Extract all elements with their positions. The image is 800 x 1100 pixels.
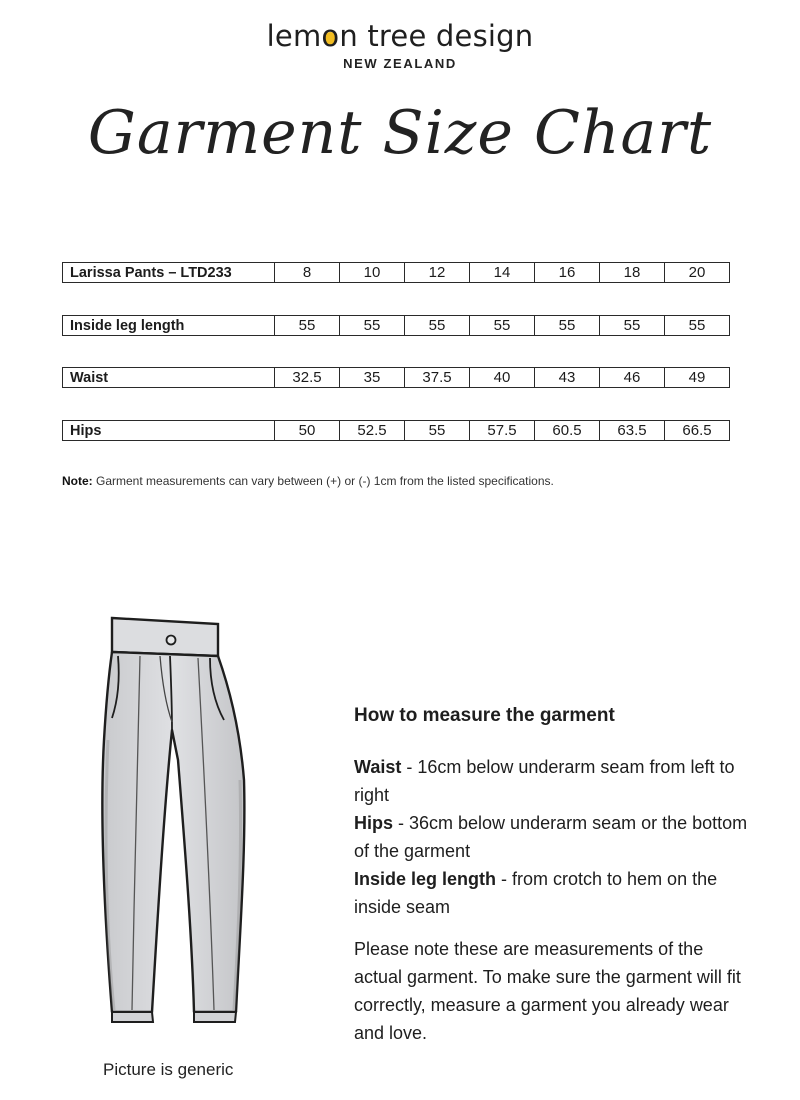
- size-cell: 20: [665, 263, 730, 283]
- brand-logo: [0, 18, 800, 54]
- value-cell: 55: [665, 316, 730, 336]
- value-cell: 55: [405, 316, 470, 336]
- instruction-term: Hips: [354, 813, 394, 833]
- table-row: [63, 368, 730, 388]
- size-cell: 16: [535, 263, 600, 283]
- instruction-desc: - 16cm below underarm seam from left to right: [354, 757, 735, 805]
- value-cell: 37.5: [405, 368, 470, 388]
- value-cell: 60.5: [535, 421, 600, 441]
- instruction-term: Waist: [354, 757, 402, 777]
- value-cell: 55: [535, 316, 600, 336]
- size-cell: 8: [275, 263, 340, 283]
- value-cell: 32.5: [275, 368, 340, 388]
- measure-label-cell: Hips: [63, 421, 275, 441]
- size-table-header: [62, 262, 730, 283]
- value-cell: 40: [470, 368, 535, 388]
- value-cell: 55: [470, 316, 535, 336]
- value-cell: 55: [600, 316, 665, 336]
- instruction-waist: [354, 753, 754, 809]
- value-cell: 57.5: [470, 421, 535, 441]
- note-text: Garment measurements can vary between (+) or (-) 1cm from the listed specifications.: [92, 474, 554, 488]
- size-cell: 14: [470, 263, 535, 283]
- instruction-inside-leg: [354, 865, 754, 921]
- instruction-desc: - 36cm below underarm seam or the bottom of the garment: [354, 813, 748, 861]
- value-cell: 66.5: [665, 421, 730, 441]
- brand-o: [321, 18, 339, 54]
- value-cell: 43: [535, 368, 600, 388]
- brand-name-part: n tree design: [339, 19, 534, 53]
- value-cell: 50: [275, 421, 340, 441]
- pants-illustration-icon: [90, 610, 260, 1040]
- size-table-inside-leg: [62, 315, 730, 336]
- size-cell: 12: [405, 263, 470, 283]
- value-cell: 35: [340, 368, 405, 388]
- measure-label-cell: Waist: [63, 368, 275, 388]
- instruction-hips: [354, 809, 754, 865]
- value-cell: 55: [340, 316, 405, 336]
- illustration-caption: Picture is generic: [103, 1060, 234, 1079]
- table-row: [63, 316, 730, 336]
- value-cell: 49: [665, 368, 730, 388]
- measurement-note: [62, 474, 554, 488]
- value-cell: 55: [405, 421, 470, 441]
- value-cell: 46: [600, 368, 665, 388]
- size-cell: 18: [600, 263, 665, 283]
- value-cell: 55: [275, 316, 340, 336]
- brand-subtitle: NEW ZEALAND: [343, 56, 457, 71]
- measure-instructions: [354, 703, 754, 1047]
- measure-label-cell: Inside leg length: [63, 316, 275, 336]
- note-label: Note:: [62, 474, 93, 488]
- instructions-closing: Please note these are measurements of the actual garment. To make sure the garment will fit correctly, measure a garment you already wear and love.: [354, 939, 741, 1043]
- table-row: [63, 421, 730, 441]
- size-table-waist: [62, 367, 730, 388]
- value-cell: 52.5: [340, 421, 405, 441]
- instruction-desc: - from crotch to hem on the inside seam: [354, 869, 718, 917]
- value-cell: 63.5: [600, 421, 665, 441]
- instructions-heading: How to measure the garment: [354, 705, 615, 726]
- page-title: Garment Size Chart: [87, 98, 713, 168]
- size-cell: 10: [340, 263, 405, 283]
- instruction-term: Inside leg length: [354, 869, 497, 889]
- brand-name-part: lem: [266, 19, 322, 53]
- size-table-hips: [62, 420, 730, 441]
- table-row: [63, 263, 730, 283]
- brand-name-o: o: [321, 19, 340, 53]
- brand-header: [0, 18, 800, 71]
- product-name-cell: Larissa Pants – LTD233: [63, 263, 275, 283]
